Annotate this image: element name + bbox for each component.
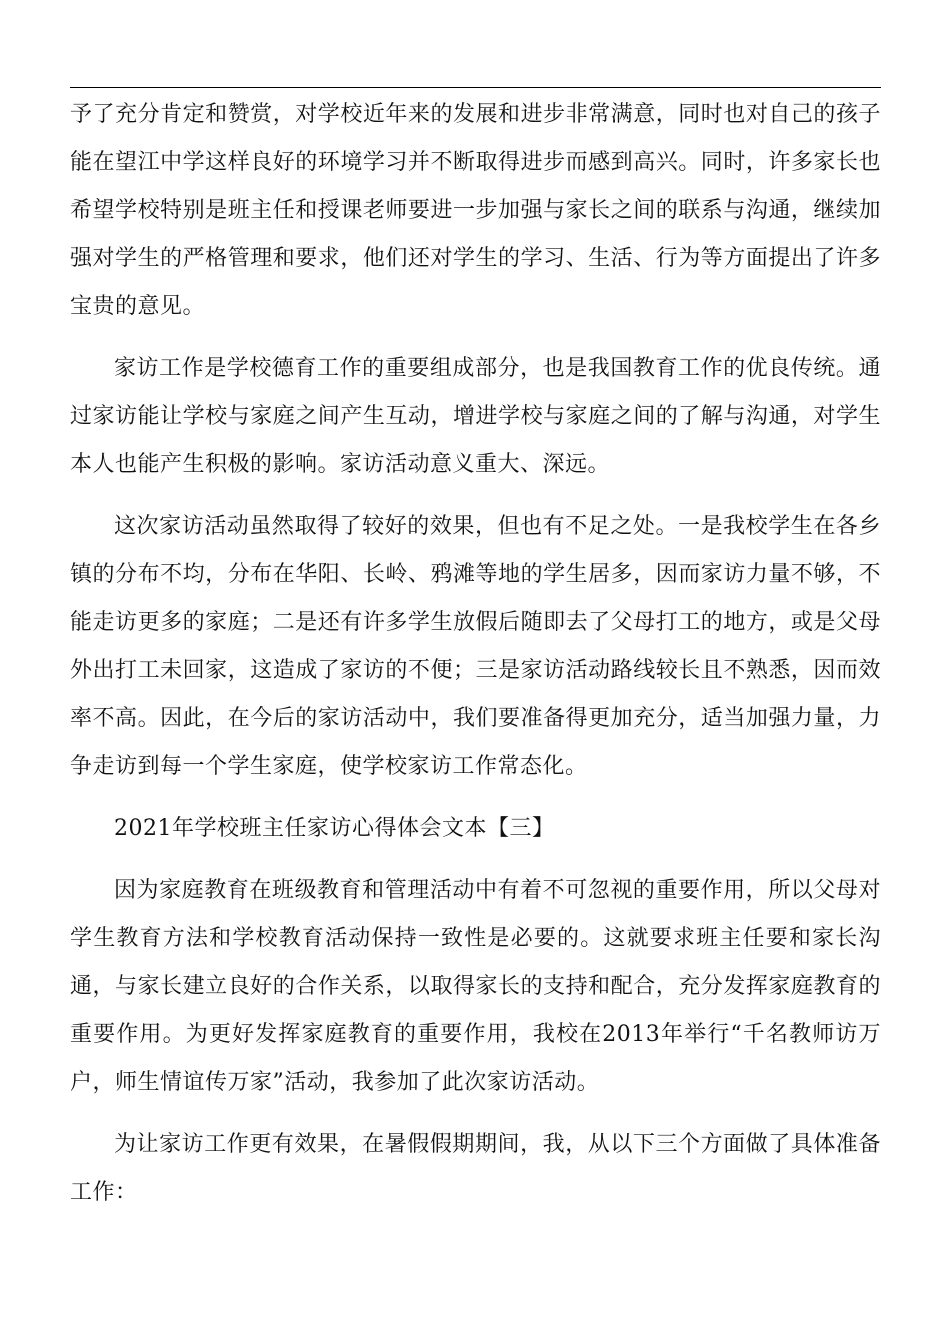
section-heading: 2021年学校班主任家访心得体会文本【三】 (114, 816, 555, 841)
paragraph-shortcomings: 这次家访活动虽然取得了较好的效果，但也有不足之处。一是我校学生在各乡镇的分布不均，分布在华阳、长岭、鸦滩等地的学生居多，因而家访力量不够，不能走访更多的家庭；二是还有许多学生放假后随即去了父母打工的地方，或是父母外出打工未回家，这造成了家访的不便；三是家访活动路线较长且不熟悉，因而效率不高。因此，在今后的家访活动中，我们要准备得更加充分，适当加强力量，力争走访到每一个学生家庭，使学校家访工作常态化。 (70, 514, 881, 779)
document-body (70, 91, 881, 1231)
paragraph-continuation: 予了充分肯定和赞赏，对学校近年来的发展和进步非常满意，同时也对自己的孩子能在望江中学这样良好的环境学习并不断取得进步而感到高兴。同时，许多家长也希望学校特别是班主任和授课老师要进一步加强与家长之间的联系与沟通，继续加强对学生的严格管理和要求，他们还对学生的学习、生活、行为等方面提出了许多宝贵的意见。 (70, 102, 881, 319)
paragraph-home-visit-importance: 家访工作是学校德育工作的重要组成部分，也是我国教育工作的优良传统。通过家访能让学校与家庭之间产生互动，增进学校与家庭之间的了解与沟通，对学生本人也能产生积极的影响。家访活动意义重大、深远。 (70, 356, 881, 477)
paragraph-preparation: 为让家访工作更有效果，在暑假假期期间，我，从以下三个方面做了具体准备工作： (70, 1132, 881, 1205)
paragraph-family-education: 因为家庭教育在班级教育和管理活动中有着不可忽视的重要作用，所以父母对学生教育方法和学校教育活动保持一致性是必要的。这就要求班主任要和家长沟通，与家长建立良好的合作关系，以取得家长的支持和配合，充分发挥家庭教育的重要作用。为更好发挥家庭教育的重要作用，我校在2013年举行“千名教师访万户，师生情谊传万家”活动，我参加了此次家访活动。 (70, 878, 881, 1095)
header-rule (70, 87, 881, 88)
